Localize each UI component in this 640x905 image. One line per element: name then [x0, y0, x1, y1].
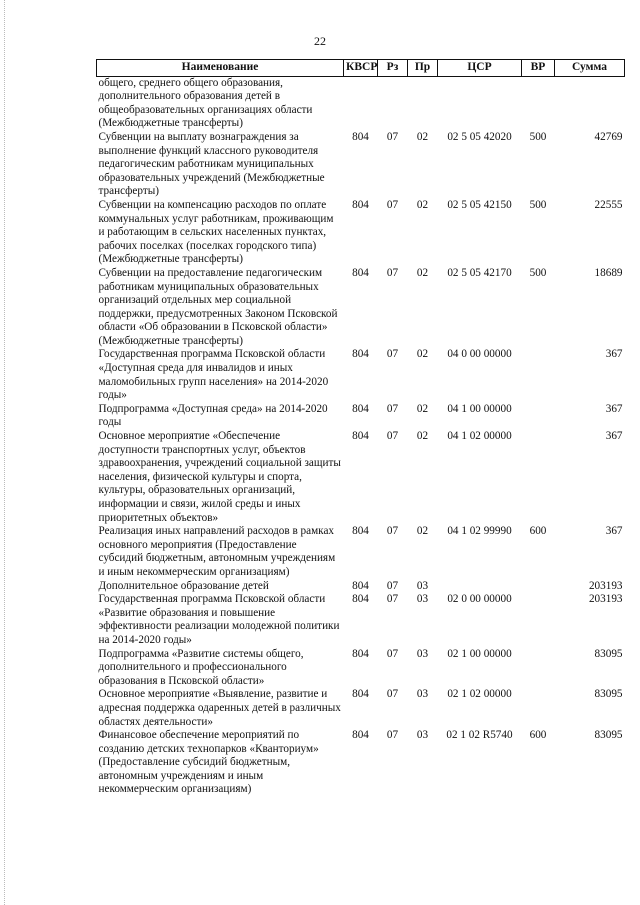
header-rz: Рз	[378, 60, 408, 77]
cell-vr	[522, 688, 555, 729]
page-number: 22	[314, 34, 326, 48]
cell-pr: 02	[416, 430, 429, 443]
cell-pr: 03	[416, 593, 429, 606]
cell-pr: 02	[416, 348, 429, 361]
header-sum: Сумма	[555, 60, 625, 77]
table-row	[97, 267, 625, 349]
cell-sum: 22555	[594, 198, 623, 211]
cell-kvsr: 804	[352, 579, 369, 592]
cell-csr: 02 5 05 42020	[447, 130, 512, 143]
table-row	[97, 131, 625, 199]
cell-name: Субвенции на выплату вознаграждения за выполнение функций классного руководителя педагогическим работникам муниципальных образовательных учреждений (Межбюджетные трансферты)	[98, 130, 325, 198]
cell-csr: 04 1 02 99990	[447, 525, 512, 538]
cell-name: Субвенции на компенсацию расходов по оплате коммунальных услуг работникам, проживающим и работающим в сельских населенных пунктах, рабочих поселках (поселках городского типа) (Межбюджетные трансферты)	[98, 198, 334, 266]
cell-csr: 04 1 02 00000	[447, 430, 512, 443]
cell-pr: 03	[416, 729, 429, 742]
cell-sum: 18689	[594, 266, 623, 279]
cell-kvsr: 804	[352, 593, 369, 606]
table-row	[97, 403, 625, 430]
table-row	[97, 593, 625, 647]
cell-sum: 367	[605, 430, 623, 443]
cell-csr: 02 5 05 42150	[447, 198, 512, 211]
table-header-row	[97, 60, 625, 77]
cell-csr: 02 1 02 R5740	[446, 729, 513, 742]
cell-sum: 367	[605, 402, 623, 415]
cell-pr: 03	[416, 647, 429, 660]
cell-pr: 02	[416, 198, 429, 211]
cell-sum	[555, 76, 625, 131]
header-name: Наименование	[97, 60, 344, 77]
cell-vr	[522, 76, 555, 131]
cell-csr: 04 1 00 00000	[447, 402, 512, 415]
cell-pr	[408, 76, 438, 131]
cell-pr: 02	[416, 266, 429, 279]
header-kvsr: КВСР	[344, 60, 378, 77]
cell-kvsr: 804	[352, 130, 369, 143]
cell-kvsr: 804	[352, 688, 369, 701]
cell-name: Подпрограмма «Доступная среда» на 2014-2020 годы	[98, 402, 328, 429]
cell-name: Государственная программа Псковской области «Развитие образования и повышение эффективности реализации молодежной политики на 2014-2020 годы»	[98, 593, 340, 646]
table-row	[97, 580, 625, 594]
cell-rz	[378, 76, 408, 131]
cell-sum: 367	[605, 348, 623, 361]
cell-vr: 500	[529, 130, 547, 143]
cell-kvsr: 804	[352, 348, 369, 361]
cell-sum: 83095	[594, 729, 623, 742]
cell-pr: 02	[416, 525, 429, 538]
cell-csr: 02 5 05 42170	[447, 266, 512, 279]
cell-kvsr: 804	[352, 402, 369, 415]
cell-csr: 02 1 00 00000	[447, 647, 512, 660]
cell-rz: 07	[386, 647, 399, 660]
cell-rz: 07	[386, 579, 399, 592]
cell-kvsr: 804	[352, 430, 369, 443]
cell-vr	[522, 580, 555, 594]
table-row	[97, 729, 625, 797]
cell-vr	[522, 648, 555, 689]
cell-pr: 03	[416, 688, 429, 701]
cell-vr: 500	[529, 266, 547, 279]
cell-kvsr: 804	[352, 729, 369, 742]
cell-vr: 600	[529, 525, 547, 538]
cell-vr: 500	[529, 198, 547, 211]
cell-rz: 07	[386, 198, 399, 211]
cell-rz: 07	[386, 729, 399, 742]
cell-pr: 02	[416, 402, 429, 415]
cell-name: общего, среднего общего образования, дополнительного образования детей в общеобразовательных организациях области (Межбюджетные трансферты)	[98, 76, 313, 130]
cell-rz: 07	[386, 348, 399, 361]
cell-kvsr: 804	[352, 647, 369, 660]
cell-name: Субвенции на предоставление педагогическим работникам муниципальных образовательных организаций отдельных мер социальной поддержки, предусмотренных Законом Псковской области «Об образовании в Псковской области» (Межбюджетные трансферты)	[98, 266, 338, 347]
table-row	[97, 76, 625, 131]
cell-csr: 04 0 00 00000	[447, 348, 512, 361]
cell-sum: 83095	[594, 647, 623, 660]
cell-rz: 07	[386, 430, 399, 443]
cell-vr: 600	[529, 729, 547, 742]
cell-sum: 83095	[594, 688, 623, 701]
table-body	[97, 76, 625, 797]
cell-csr: 02 1 02 00000	[447, 688, 512, 701]
cell-vr	[522, 403, 555, 430]
cell-name: Финансовое обеспечение мероприятий по созданию детских технопарков «Кванториум» (Предоставление субсидий бюджетным, автономным учреждениям и иным некоммерческим организациям)	[98, 729, 319, 796]
budget-table	[96, 59, 625, 797]
cell-name: Основное мероприятие «Выявление, развитие и адресная поддержка одаренных детей в различных областях деятельности»	[98, 688, 341, 728]
table-row	[97, 199, 625, 267]
cell-csr	[438, 76, 522, 131]
cell-kvsr: 804	[352, 198, 369, 211]
cell-sum: 203193	[588, 593, 623, 606]
cell-rz: 07	[386, 593, 399, 606]
header-pr: Пр	[408, 60, 438, 77]
scan-edge	[4, 0, 7, 905]
cell-rz: 07	[386, 266, 399, 279]
cell-name: Реализация иных направлений расходов в рамках основного мероприятия (Предоставление субсидий бюджетным, автономным учреждениям и иным некоммерческим организациям)	[98, 525, 336, 578]
cell-sum: 203193	[588, 579, 623, 592]
cell-rz: 07	[386, 130, 399, 143]
cell-kvsr	[344, 76, 378, 131]
cell-pr: 02	[416, 130, 429, 143]
cell-sum: 42769	[594, 130, 623, 143]
cell-kvsr: 804	[352, 525, 369, 538]
cell-rz: 07	[386, 525, 399, 538]
cell-name: Государственная программа Псковской области «Доступная среда для инвалидов и иных маломобильных групп населения» на 2014-2020 годы»	[98, 348, 329, 402]
cell-csr	[438, 580, 522, 594]
table-row	[97, 348, 625, 402]
table-row	[97, 430, 625, 525]
cell-name: Подпрограмма «Развитие системы общего, дополнительного и профессионального образования в Псковской области»	[98, 647, 304, 687]
cell-vr	[522, 430, 555, 525]
cell-csr: 02 0 00 00000	[447, 593, 512, 606]
cell-vr	[522, 593, 555, 647]
cell-name: Дополнительное образование детей	[98, 579, 269, 592]
cell-pr: 03	[416, 579, 429, 592]
table-row	[97, 648, 625, 689]
cell-name: Основное мероприятие «Обеспечение доступности транспортных услуг, объектов здравоохранения, учреждений социальной защиты населения, физической культуры и спорта, культуры, образовательных организаций, информации и связи, жилой среды и иных приоритетных объектов»	[98, 430, 341, 524]
cell-rz: 07	[386, 688, 399, 701]
cell-rz: 07	[386, 402, 399, 415]
table-row	[97, 525, 625, 579]
cell-vr	[522, 348, 555, 402]
header-vr: ВР	[522, 60, 555, 77]
cell-kvsr: 804	[352, 266, 369, 279]
cell-sum: 367	[605, 525, 623, 538]
table-row	[97, 688, 625, 729]
header-csr: ЦСР	[438, 60, 522, 77]
